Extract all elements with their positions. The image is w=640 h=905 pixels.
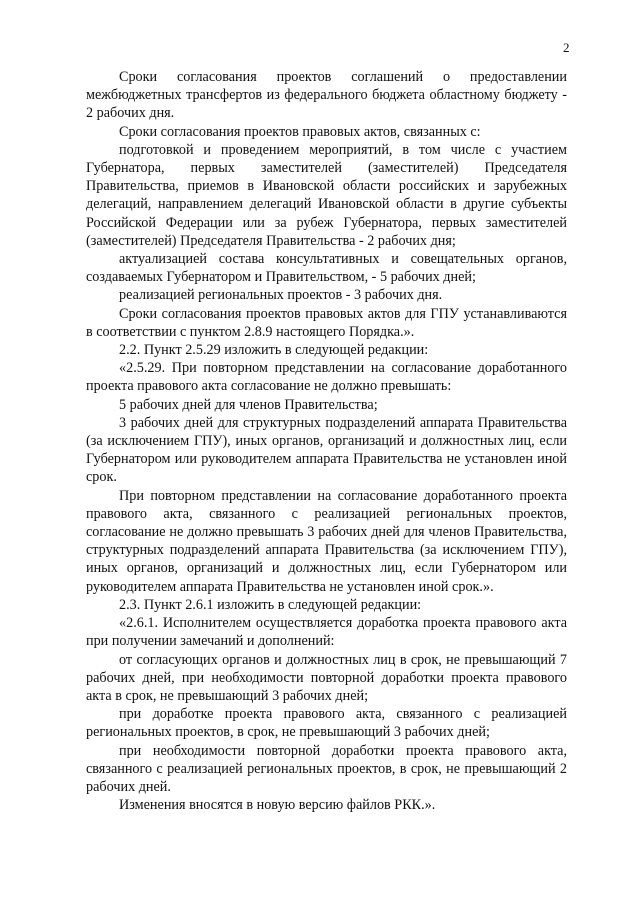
paragraph-8: «2.5.29. При повторном представлении на согласование доработанного проекта правового акта согласование не должно превышать: [86, 360, 567, 395]
paragraph-15: при доработке проекта правового акта, связанного с реализацией региональных проектов, в срок, не превышающий 3 рабочих дней; [86, 706, 567, 741]
paragraph-13: «2.6.1. Исполнителем осуществляется доработка проекта правового акта при получении замечаний и дополнений: [86, 615, 567, 650]
paragraph-11: При повторном представлении на согласование доработанного проекта правового акта, связанного с реализацией региональных проектов, согласование не должно превышать 3 рабочих дней для членов Правительства, структурных подразделений аппарата Правительства (за исключением ГПУ), иных органов, организаций и должностных лиц, если Губернатором или руководителем аппарата Правительства не установлен иной срок.». [86, 487, 567, 595]
document-body [86, 68, 567, 814]
paragraph-10: 3 рабочих дней для структурных подразделений аппарата Правительства (за исключением ГПУ), иных органов, организаций и должностных лиц, если Губернатором или руководителем аппарата Правительства не установлен иной срок. [86, 414, 567, 486]
paragraph-3: подготовкой и проведением мероприятий, в том числе с участием Губернатора, первых заместителей (заместителей) Председателя Правительства, приемов в Ивановской области российских и зарубежных делегаций, направлением делегаций Ивановской области в другие субъекты Российской Федерации или за рубеж Губернатора, первых заместителей (заместителей) Председателя Правительства - 2 рабочих дня; [86, 141, 567, 249]
paragraph-5: реализацией региональных проектов - 3 рабочих дня. [119, 287, 443, 304]
paragraph-6: Сроки согласования проектов правовых актов для ГПУ устанавливаются в соответствии с пунктом 2.8.9 настоящего Порядка.». [86, 305, 567, 340]
paragraph-2: Сроки согласования проектов правовых актов, связанных с: [119, 123, 481, 140]
paragraph-17: Изменения вносятся в новую версию файлов РКК.». [119, 797, 436, 814]
paragraph-1: Сроки согласования проектов соглашений о предоставлении межбюджетных трансфертов из федерального бюджета областному бюджету - 2 рабочих дня. [86, 69, 567, 122]
paragraph-12: 2.3. Пункт 2.6.1 изложить в следующей редакции: [119, 596, 422, 613]
page-number: 2 [563, 40, 570, 55]
paragraph-14: от согласующих органов и должностных лиц в срок, не превышающий 7 рабочих дней, при необходимости повторной доработки проекта правового акта в срок, не превышающий 3 рабочих дней; [86, 651, 567, 704]
paragraph-7: 2.2. Пункт 2.5.29 изложить в следующей редакции: [119, 342, 429, 359]
paragraph-16: при необходимости повторной доработки проекта правового акта, связанного с реализацией региональных проектов, в срок, не превышающий 2 рабочих дней. [86, 742, 567, 795]
paragraph-9: 5 рабочих дней для членов Правительства; [119, 396, 378, 413]
paragraph-4: актуализацией состава консультативных и совещательных органов, создаваемых Губернатором и Правительством, - 5 рабочих дней; [86, 251, 567, 286]
